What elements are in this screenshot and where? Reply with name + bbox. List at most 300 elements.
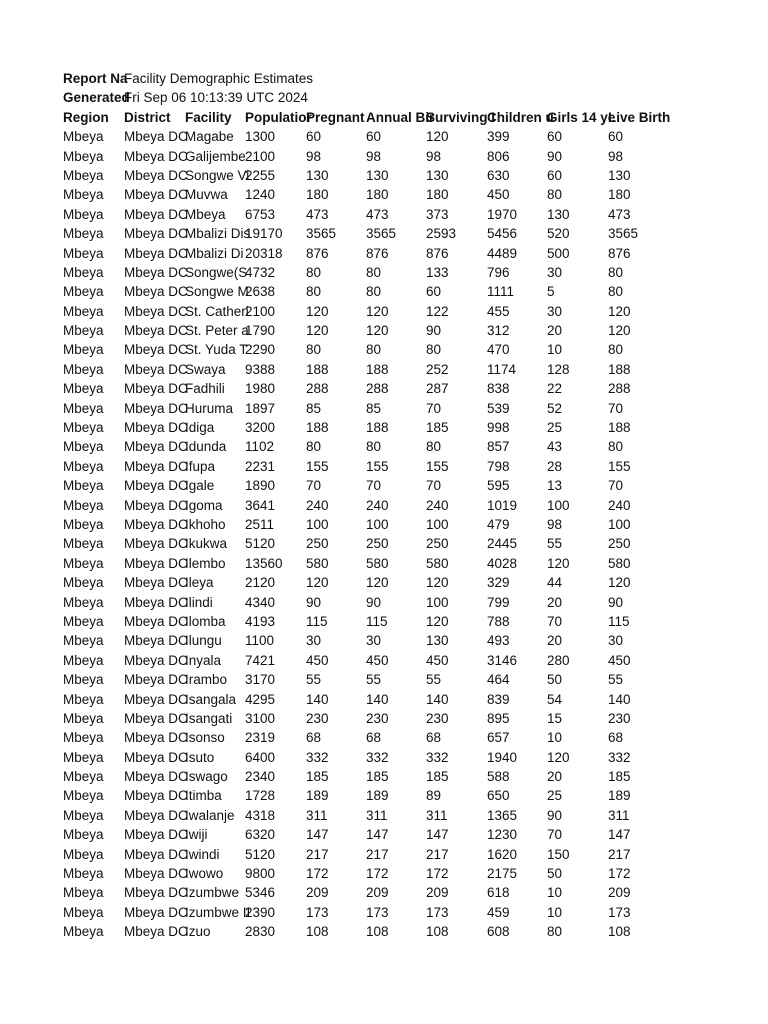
district-cell: Mbeya DC (124, 206, 188, 222)
report-name-value: Facility Demographic Estimates (124, 71, 314, 86)
table-row (63, 244, 668, 263)
surviving-infants-cell: 173 (426, 904, 449, 920)
region-cell: Mbeya (63, 730, 104, 746)
surviving-infants-cell: 332 (426, 749, 449, 765)
pregnant-cell: 108 (306, 924, 329, 940)
girls-14-years-cell: 25 (547, 788, 563, 804)
annual-births-cell: 473 (366, 206, 389, 222)
facility-cell: Igoma (185, 497, 223, 513)
region-cell: Mbeya (63, 749, 104, 765)
annual-births-cell: 140 (366, 691, 389, 707)
district-cell: Mbeya DC (124, 323, 188, 339)
girls-14-years-cell: 54 (547, 691, 563, 707)
children-under-cell: 1230 (487, 827, 518, 843)
region-cell: Mbeya (63, 381, 104, 397)
children-under-cell: 479 (487, 516, 510, 532)
facility-cell: Inyala (185, 652, 222, 668)
table-row (63, 205, 668, 224)
table-header-row (63, 108, 671, 127)
region-cell: Mbeya (63, 420, 104, 436)
region-cell: Mbeya (63, 885, 104, 901)
region-cell: Mbeya (63, 439, 104, 455)
girls-14-years-cell: 10 (547, 904, 563, 920)
girls-14-years-cell: 20 (547, 594, 563, 610)
surviving-infants-cell: 55 (426, 672, 442, 688)
region-cell: Mbeya (63, 148, 104, 164)
live-births-cell: 876 (608, 245, 631, 261)
table-row (63, 302, 668, 321)
pregnant-cell: 155 (306, 458, 329, 474)
children-under-cell: 588 (487, 769, 510, 785)
district-cell: Mbeya DC (124, 866, 188, 882)
girls-14-years-cell: 80 (547, 187, 563, 203)
pregnant-cell: 173 (306, 904, 329, 920)
region-cell: Mbeya (63, 594, 104, 610)
district-cell: Mbeya DC (124, 400, 188, 416)
population-cell: 3200 (245, 420, 276, 436)
population-cell: 2319 (245, 730, 276, 746)
district-cell: Mbeya DC (124, 129, 188, 145)
table-row (63, 476, 668, 495)
population-cell: 4318 (245, 807, 276, 823)
header-girls-14-years: Girls 14 ye (547, 109, 616, 125)
facility-cell: Ilindi (185, 594, 213, 610)
population-cell: 20318 (245, 245, 283, 261)
live-births-cell: 140 (608, 691, 631, 707)
population-cell: 1980 (245, 381, 276, 397)
surviving-infants-cell: 120 (426, 613, 449, 629)
annual-births-cell: 189 (366, 788, 389, 804)
region-cell: Mbeya (63, 458, 104, 474)
live-births-cell: 185 (608, 769, 631, 785)
pregnant-cell: 876 (306, 245, 329, 261)
population-cell: 7421 (245, 652, 276, 668)
region-cell: Mbeya (63, 769, 104, 785)
surviving-infants-cell: 252 (426, 361, 449, 377)
district-cell: Mbeya DC (124, 613, 188, 629)
table-row (63, 903, 668, 922)
population-cell: 4193 (245, 613, 276, 629)
annual-births-cell: 230 (366, 710, 389, 726)
girls-14-years-cell: 98 (547, 516, 563, 532)
live-births-cell: 120 (608, 323, 631, 339)
pregnant-cell: 80 (306, 342, 322, 358)
region-cell: Mbeya (63, 264, 104, 280)
annual-births-cell: 120 (366, 323, 389, 339)
facility-cell: Iwalanje (185, 807, 235, 823)
table-row (63, 767, 668, 786)
facility-cell: Ileya (185, 575, 214, 591)
region-cell: Mbeya (63, 613, 104, 629)
population-cell: 19170 (245, 226, 283, 242)
pregnant-cell: 115 (306, 613, 328, 629)
region-cell: Mbeya (63, 129, 104, 145)
children-under-cell: 650 (487, 788, 510, 804)
table-row (63, 593, 668, 612)
girls-14-years-cell: 30 (547, 264, 563, 280)
children-under-cell: 459 (487, 904, 510, 920)
surviving-infants-cell: 100 (426, 516, 449, 532)
table-row (63, 573, 668, 592)
children-under-cell: 895 (487, 710, 510, 726)
district-cell: Mbeya DC (124, 769, 188, 785)
pregnant-cell: 130 (306, 167, 329, 183)
surviving-infants-cell: 180 (426, 187, 449, 203)
live-births-cell: 130 (608, 167, 631, 183)
children-under-cell: 1620 (487, 846, 518, 862)
annual-births-cell: 155 (366, 458, 389, 474)
annual-births-cell: 98 (366, 148, 382, 164)
facility-cell: Izuo (185, 924, 211, 940)
children-under-cell: 4489 (487, 245, 518, 261)
population-cell: 3100 (245, 710, 276, 726)
girls-14-years-cell: 120 (547, 555, 570, 571)
pregnant-cell: 55 (306, 672, 322, 688)
region-cell: Mbeya (63, 652, 104, 668)
live-births-cell: 188 (608, 420, 631, 436)
table-row (63, 786, 668, 805)
girls-14-years-cell: 120 (547, 749, 570, 765)
population-cell: 2100 (245, 303, 276, 319)
children-under-cell: 608 (487, 924, 510, 940)
region-cell: Mbeya (63, 516, 104, 532)
population-cell: 5120 (245, 846, 276, 862)
pregnant-cell: 68 (306, 730, 322, 746)
children-under-cell: 4028 (487, 555, 518, 571)
population-cell: 1890 (245, 478, 276, 494)
surviving-infants-cell: 580 (426, 555, 449, 571)
population-cell: 2511 (245, 516, 275, 532)
district-cell: Mbeya DC (124, 730, 188, 746)
annual-births-cell: 173 (366, 904, 389, 920)
girls-14-years-cell: 520 (547, 226, 570, 242)
table-row (63, 166, 668, 185)
surviving-infants-cell: 120 (426, 575, 449, 591)
pregnant-cell: 80 (306, 439, 322, 455)
table-row (63, 360, 668, 379)
district-cell: Mbeya DC (124, 361, 188, 377)
region-cell: Mbeya (63, 400, 104, 416)
girls-14-years-cell: 43 (547, 439, 563, 455)
annual-births-cell: 188 (366, 361, 389, 377)
surviving-infants-cell: 240 (426, 497, 449, 513)
table-row (63, 922, 668, 941)
population-cell: 1300 (245, 129, 276, 145)
population-cell: 2290 (245, 342, 276, 358)
children-under-cell: 470 (487, 342, 510, 358)
facility-cell: Songwe M (185, 284, 249, 300)
surviving-infants-cell: 70 (426, 478, 442, 494)
annual-births-cell: 60 (366, 129, 382, 145)
live-births-cell: 3565 (608, 226, 639, 242)
girls-14-years-cell: 128 (547, 361, 570, 377)
district-cell: Mbeya DC (124, 420, 188, 436)
region-cell: Mbeya (63, 788, 104, 804)
pregnant-cell: 217 (306, 846, 329, 862)
live-births-cell: 30 (608, 633, 624, 649)
district-cell: Mbeya DC (124, 303, 188, 319)
live-births-cell: 80 (608, 439, 624, 455)
header-live-births: Live Birth (608, 109, 671, 125)
children-under-cell: 1970 (487, 206, 518, 222)
surviving-infants-cell: 250 (426, 536, 449, 552)
surviving-infants-cell: 155 (426, 458, 449, 474)
children-under-cell: 857 (487, 439, 510, 455)
girls-14-years-cell: 20 (547, 323, 563, 339)
facility-cell: Iwiji (185, 827, 208, 843)
pregnant-cell: 185 (306, 769, 329, 785)
facility-cell: Ilembo (185, 555, 226, 571)
facility-cell: Isangati (185, 710, 233, 726)
region-cell: Mbeya (63, 284, 104, 300)
facility-cell: Ilomba (185, 613, 226, 629)
region-cell: Mbeya (63, 323, 104, 339)
annual-births-cell: 147 (366, 827, 389, 843)
report-name-label: Report Na (63, 71, 128, 86)
district-cell: Mbeya DC (124, 439, 188, 455)
annual-births-cell: 3565 (366, 226, 397, 242)
table-row (63, 457, 668, 476)
annual-births-cell: 80 (366, 284, 382, 300)
pregnant-cell: 189 (306, 788, 329, 804)
annual-births-cell: 115 (366, 613, 388, 629)
children-under-cell: 618 (487, 885, 510, 901)
annual-births-cell: 68 (366, 730, 382, 746)
table-row (63, 825, 668, 844)
facility-cell: Ikhoho (185, 516, 226, 532)
table-row (63, 864, 668, 883)
population-cell: 2390 (245, 904, 276, 920)
region-cell: Mbeya (63, 924, 104, 940)
population-cell: 1897 (245, 400, 276, 416)
pregnant-cell: 188 (306, 420, 329, 436)
girls-14-years-cell: 50 (547, 866, 563, 882)
district-cell: Mbeya DC (124, 497, 188, 513)
population-cell: 2100 (245, 148, 276, 164)
district-cell: Mbeya DC (124, 187, 188, 203)
children-under-cell: 1365 (487, 807, 518, 823)
surviving-infants-cell: 133 (426, 264, 449, 280)
live-births-cell: 240 (608, 497, 631, 513)
live-births-cell: 189 (608, 788, 631, 804)
facility-cell: Magabe (185, 129, 234, 145)
pregnant-cell: 172 (306, 866, 329, 882)
population-cell: 2120 (245, 575, 276, 591)
facility-cell: Izumbwe (185, 885, 240, 901)
population-cell: 3170 (245, 672, 276, 688)
girls-14-years-cell: 90 (547, 148, 563, 164)
region-cell: Mbeya (63, 206, 104, 222)
girls-14-years-cell: 70 (547, 827, 563, 843)
district-cell: Mbeya DC (124, 807, 188, 823)
report-name-row (63, 69, 668, 88)
girls-14-years-cell: 10 (547, 342, 563, 358)
population-cell: 3641 (245, 497, 276, 513)
table-row (63, 612, 668, 631)
live-births-cell: 188 (608, 361, 631, 377)
pregnant-cell: 3565 (306, 226, 337, 242)
facility-cell: Mbalizi Dis (185, 226, 251, 242)
surviving-infants-cell: 90 (426, 323, 442, 339)
live-births-cell: 173 (608, 904, 631, 920)
live-births-cell: 80 (608, 342, 624, 358)
surviving-infants-cell: 60 (426, 284, 442, 300)
children-under-cell: 838 (487, 381, 510, 397)
surviving-infants-cell: 147 (426, 827, 449, 843)
girls-14-years-cell: 500 (547, 245, 570, 261)
surviving-infants-cell: 89 (426, 788, 442, 804)
district-cell: Mbeya DC (124, 924, 188, 940)
district-cell: Mbeya DC (124, 226, 188, 242)
population-cell: 9388 (245, 361, 276, 377)
facility-cell: Itimba (185, 788, 222, 804)
district-cell: Mbeya DC (124, 148, 188, 164)
live-births-cell: 68 (608, 730, 624, 746)
district-cell: Mbeya DC (124, 478, 188, 494)
children-under-cell: 630 (487, 167, 510, 183)
district-cell: Mbeya DC (124, 691, 188, 707)
population-cell: 4732 (245, 264, 276, 280)
table-row (63, 748, 668, 767)
facility-cell: Songwe(S (185, 264, 248, 280)
children-under-cell: 539 (487, 400, 510, 416)
girls-14-years-cell: 5 (547, 284, 555, 300)
live-births-cell: 60 (608, 129, 624, 145)
district-cell: Mbeya DC (124, 245, 188, 261)
region-cell: Mbeya (63, 245, 104, 261)
table-row (63, 321, 668, 340)
annual-births-cell: 55 (366, 672, 382, 688)
pregnant-cell: 140 (306, 691, 329, 707)
surviving-infants-cell: 230 (426, 710, 449, 726)
table-row (63, 651, 668, 670)
girls-14-years-cell: 80 (547, 924, 563, 940)
report-sheet (63, 69, 671, 942)
live-births-cell: 108 (608, 924, 631, 940)
population-cell: 6753 (245, 206, 276, 222)
live-births-cell: 120 (608, 575, 631, 591)
girls-14-years-cell: 28 (547, 458, 563, 474)
live-births-cell: 473 (608, 206, 631, 222)
annual-births-cell: 180 (366, 187, 389, 203)
annual-births-cell: 108 (366, 924, 389, 940)
facility-cell: Isuto (185, 749, 215, 765)
live-births-cell: 80 (608, 264, 624, 280)
surviving-infants-cell: 70 (426, 400, 442, 416)
pregnant-cell: 100 (306, 516, 329, 532)
population-cell: 1240 (245, 187, 276, 203)
pregnant-cell: 180 (306, 187, 329, 203)
pregnant-cell: 230 (306, 710, 329, 726)
surviving-infants-cell: 2593 (426, 226, 457, 242)
pregnant-cell: 288 (306, 381, 329, 397)
children-under-cell: 796 (487, 264, 510, 280)
region-cell: Mbeya (63, 633, 104, 649)
girls-14-years-cell: 280 (547, 652, 570, 668)
facility-cell: Iswago (185, 769, 228, 785)
surviving-infants-cell: 98 (426, 148, 442, 164)
annual-births-cell: 185 (366, 769, 389, 785)
pregnant-cell: 85 (306, 400, 322, 416)
facility-cell: Ikukwa (185, 536, 228, 552)
girls-14-years-cell: 30 (547, 303, 563, 319)
annual-births-cell: 209 (366, 885, 389, 901)
live-births-cell: 172 (608, 866, 631, 882)
live-births-cell: 311 (608, 807, 630, 823)
surviving-infants-cell: 130 (426, 633, 449, 649)
generated-value: Fri Sep 06 10:13:39 UTC 2024 (124, 90, 308, 106)
annual-births-cell: 80 (366, 439, 382, 455)
surviving-infants-cell: 373 (426, 206, 449, 222)
annual-births-cell: 311 (366, 807, 388, 823)
live-births-cell: 209 (608, 885, 631, 901)
girls-14-years-cell: 13 (547, 478, 563, 494)
annual-births-cell: 450 (366, 652, 389, 668)
girls-14-years-cell: 50 (547, 672, 563, 688)
girls-14-years-cell: 150 (547, 846, 570, 862)
pregnant-cell: 120 (306, 323, 329, 339)
table-row (63, 147, 668, 166)
live-births-cell: 450 (608, 652, 631, 668)
facility-cell: Galijembe (185, 148, 246, 164)
table-row (63, 263, 668, 282)
children-under-cell: 329 (487, 575, 510, 591)
table-row (63, 224, 668, 243)
surviving-infants-cell: 80 (426, 439, 442, 455)
region-cell: Mbeya (63, 904, 104, 920)
annual-births-cell: 120 (366, 303, 389, 319)
district-cell: Mbeya DC (124, 788, 188, 804)
table-row (63, 282, 668, 301)
annual-births-cell: 188 (366, 420, 389, 436)
population-cell: 1102 (245, 439, 275, 455)
region-cell: Mbeya (63, 575, 104, 591)
annual-births-cell: 130 (366, 167, 389, 183)
pregnant-cell: 80 (306, 264, 322, 280)
children-under-cell: 464 (487, 672, 510, 688)
district-cell: Mbeya DC (124, 594, 188, 610)
children-under-cell: 3146 (487, 652, 518, 668)
live-births-cell: 120 (608, 303, 631, 319)
region-cell: Mbeya (63, 866, 104, 882)
district-cell: Mbeya DC (124, 458, 188, 474)
population-cell: 9800 (245, 866, 276, 882)
header-surviving-infants: Surviving I (426, 109, 496, 125)
district-cell: Mbeya DC (124, 536, 188, 552)
table-row (63, 690, 668, 709)
table-row (63, 534, 668, 553)
girls-14-years-cell: 15 (547, 710, 563, 726)
children-under-cell: 806 (487, 148, 510, 164)
district-cell: Mbeya DC (124, 381, 188, 397)
annual-births-cell: 876 (366, 245, 389, 261)
region-cell: Mbeya (63, 710, 104, 726)
table-row (63, 127, 668, 146)
annual-births-cell: 120 (366, 575, 389, 591)
girls-14-years-cell: 25 (547, 420, 563, 436)
district-cell: Mbeya DC (124, 710, 188, 726)
children-under-cell: 788 (487, 613, 510, 629)
table-row (63, 728, 668, 747)
table-row (63, 379, 668, 398)
children-under-cell: 839 (487, 691, 510, 707)
facility-cell: St. Yuda T (185, 342, 248, 358)
district-cell: Mbeya DC (124, 904, 188, 920)
population-cell: 4340 (245, 594, 276, 610)
region-cell: Mbeya (63, 691, 104, 707)
live-births-cell: 80 (608, 284, 624, 300)
surviving-infants-cell: 209 (426, 885, 449, 901)
